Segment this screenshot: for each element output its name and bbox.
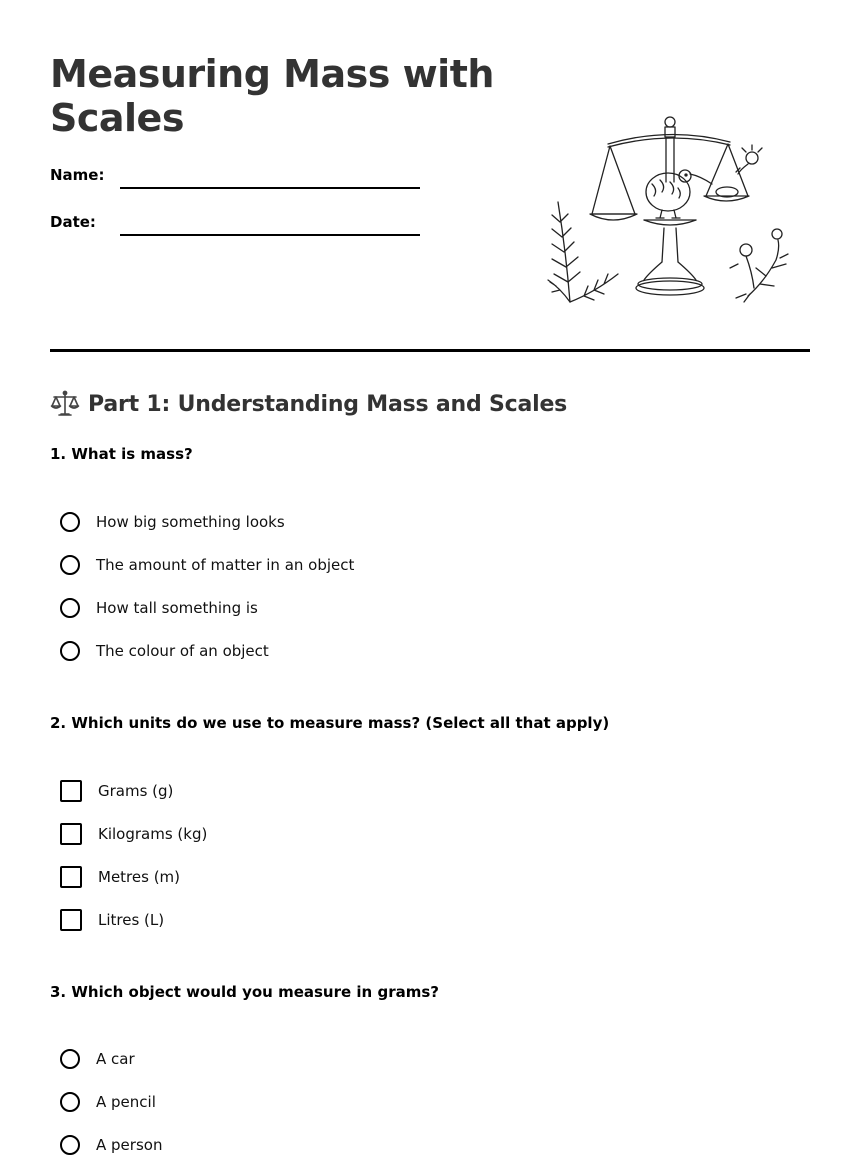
question-2-text: 2. Which units do we use to measure mass? (Select all that apply) — [50, 714, 610, 732]
radio-button[interactable] — [60, 555, 80, 575]
question-1-text: 1. What is mass? — [50, 445, 193, 463]
q1-option-4[interactable] — [60, 629, 354, 672]
checkbox[interactable] — [60, 866, 82, 888]
q2-option-1[interactable] — [60, 769, 207, 812]
radio-button[interactable] — [60, 1049, 80, 1069]
q2-option-4[interactable] — [60, 898, 207, 941]
part1-heading — [50, 388, 567, 420]
date-field — [50, 212, 420, 236]
question-2-options — [60, 769, 207, 941]
worksheet-header — [50, 52, 810, 312]
checkbox[interactable] — [60, 823, 82, 845]
name-field — [50, 165, 420, 189]
worksheet-page — [50, 0, 810, 1161]
q1-option-3[interactable] — [60, 586, 354, 629]
header-divider — [50, 349, 810, 352]
balance-scale-icon — [50, 389, 80, 419]
kiwi-on-balance-scale-illustration — [540, 92, 800, 312]
radio-button[interactable] — [60, 598, 80, 618]
date-label: Date: — [50, 213, 96, 231]
question-3-text: 3. Which object would you measure in grams? — [50, 983, 439, 1001]
name-label: Name: — [50, 166, 105, 184]
q2-option-3[interactable] — [60, 855, 207, 898]
question-3 — [50, 982, 810, 1154]
option-label: A person — [96, 1135, 163, 1154]
radio-button[interactable] — [60, 1092, 80, 1112]
question-2 — [50, 713, 810, 929]
question-1 — [50, 444, 810, 660]
q1-option-1[interactable] — [60, 500, 354, 543]
option-label: A car — [96, 1049, 135, 1068]
option-label: The amount of matter in an object — [96, 555, 355, 574]
part1-title: Part 1: Understanding Mass and Scales — [88, 391, 568, 417]
option-label: The colour of an object — [96, 641, 269, 660]
q3-option-2[interactable] — [60, 1080, 162, 1123]
option-label: A pencil — [96, 1092, 156, 1111]
radio-button[interactable] — [60, 1135, 80, 1155]
checkbox[interactable] — [60, 909, 82, 931]
q3-option-1[interactable] — [60, 1037, 162, 1080]
radio-button[interactable] — [60, 512, 80, 532]
q1-option-2[interactable] — [60, 543, 354, 586]
q3-option-3[interactable] — [60, 1123, 162, 1166]
question-3-options — [60, 1037, 162, 1166]
option-label: How tall something is — [96, 598, 258, 617]
option-label: Litres (L) — [98, 910, 165, 929]
radio-button[interactable] — [60, 641, 80, 661]
option-label: Kilograms (kg) — [98, 824, 208, 843]
page-title: Measuring Mass with Scales — [50, 52, 494, 140]
checkbox[interactable] — [60, 780, 82, 802]
question-1-options — [60, 500, 354, 672]
option-label: How big something looks — [96, 512, 285, 531]
q2-option-2[interactable] — [60, 812, 207, 855]
name-write-line[interactable] — [120, 187, 420, 189]
date-write-line[interactable] — [120, 234, 420, 236]
option-label: Grams (g) — [98, 781, 174, 800]
option-label: Metres (m) — [98, 867, 181, 886]
